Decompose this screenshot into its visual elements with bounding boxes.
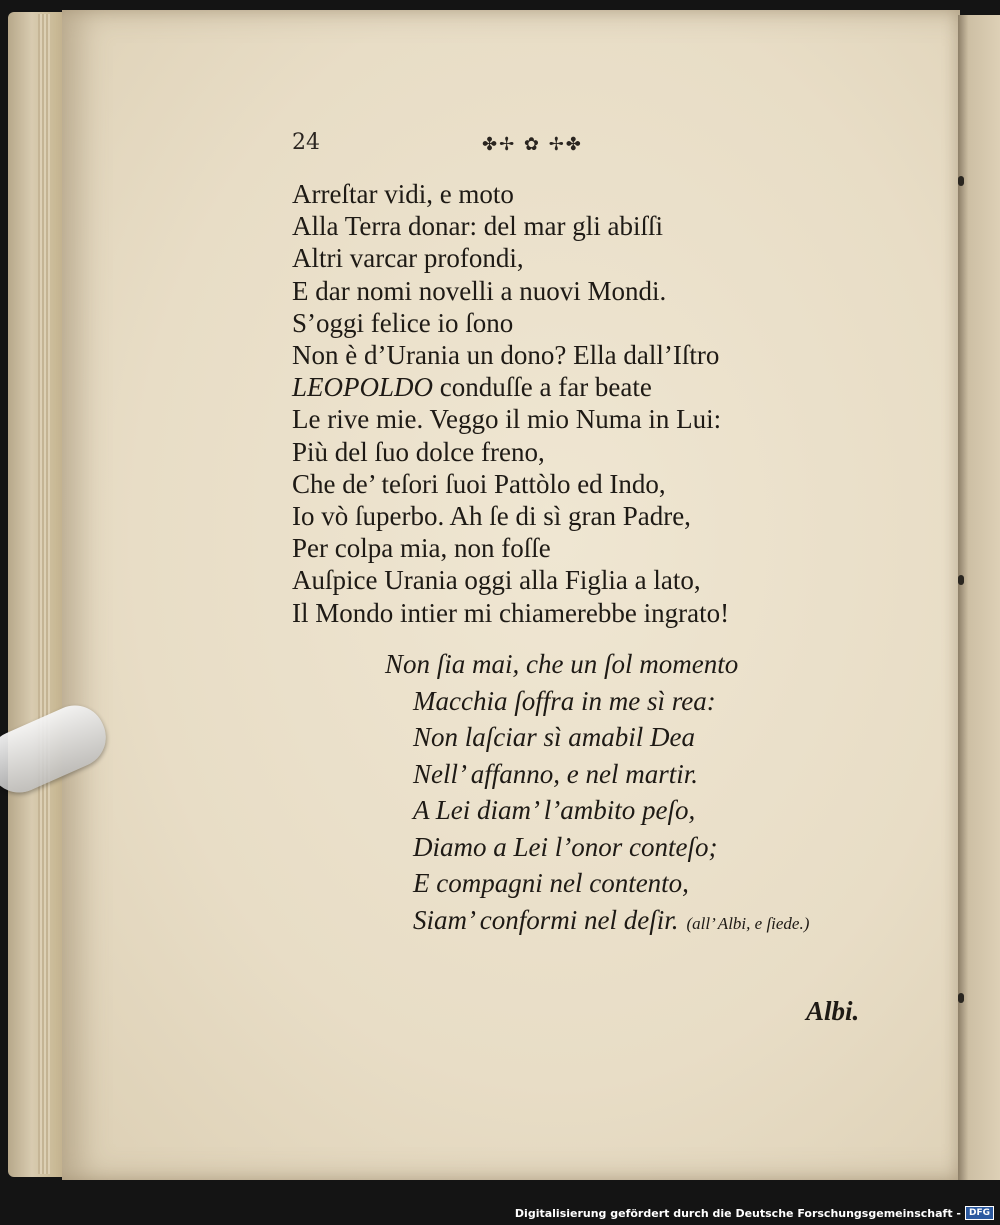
prose-line: Che de’ teſori ſuoi Pattòlo ed Indo, [292,468,666,499]
prose-line: Altri varcar profondi, [292,243,524,274]
verse-block [385,646,809,942]
ornament-icon: ✤✢ ✿ ✢✤ [482,134,583,155]
verse-line: Non laſciar sì amabil Dea [413,722,695,752]
prose-line: Io vò ſuperbo. Ah ſe di sì gran Padre, [292,501,691,532]
prose-line: Arreſtar vidi, e moto [292,179,514,209]
verse-line [385,902,809,943]
verse-line: Macchia ſoffra in me sì rea: [413,685,716,716]
prose-block [292,178,729,629]
name-leopoldo: LEOPOLDO [292,372,434,403]
prose-line [292,371,729,403]
page-number: 24 [292,130,320,155]
binding-notch [958,993,964,1003]
prose-line: Più del ſuo dolce freno, [292,436,545,467]
verse-line: Diamo a Lei l’onor conteſo; [413,831,718,862]
footer [515,1205,994,1221]
catchword: Albi. [806,996,860,1026]
binding-notch [958,176,964,186]
page-edge [38,14,50,1174]
prose-line: E dar nomi novelli a nuovi Mondi. [292,275,667,306]
facing-page-edge [958,15,1000,1180]
dfg-logo-icon: DFG [965,1206,994,1220]
page-header [292,130,692,160]
prose-line: S’oggi felice io ſono [292,307,514,338]
prose-line: Alla Terra donar: del mar gli abiſſi [292,211,663,242]
funding-credit: Digitalisierung gefördert durch die Deutsche Forschungsgemeinschaft - [514,1206,961,1220]
prose-line: Il Mondo intier mi chiamerebbe ingrato! [292,597,730,628]
stage-direction: (all’ Albi, e ſiede.) [686,913,810,933]
prose-line: Per colpa mia, non foſſe [292,533,551,564]
verse-line: Nell’ affanno, e nel martir. [413,758,698,789]
prose-line: Auſpice Urania oggi alla Figlia a lato, [292,565,701,596]
verse-line: E compagni nel contento, [413,868,689,898]
prose-line-rest: conduſſe a far beate [439,372,652,403]
verse-line-text: Siam’ conformi nel deſir. [413,904,679,935]
verse-line: Non ſia mai, che un ſol momento [385,649,739,679]
prose-line: Non è d’Urania un dono? Ella dall’Iſtro [292,340,720,371]
binding-notch [958,575,964,585]
prose-line: Le rive mie. Veggo il mio Numa in Lui: [292,404,722,435]
verse-line: A Lei diam’ l’ambito peſo, [413,795,696,825]
